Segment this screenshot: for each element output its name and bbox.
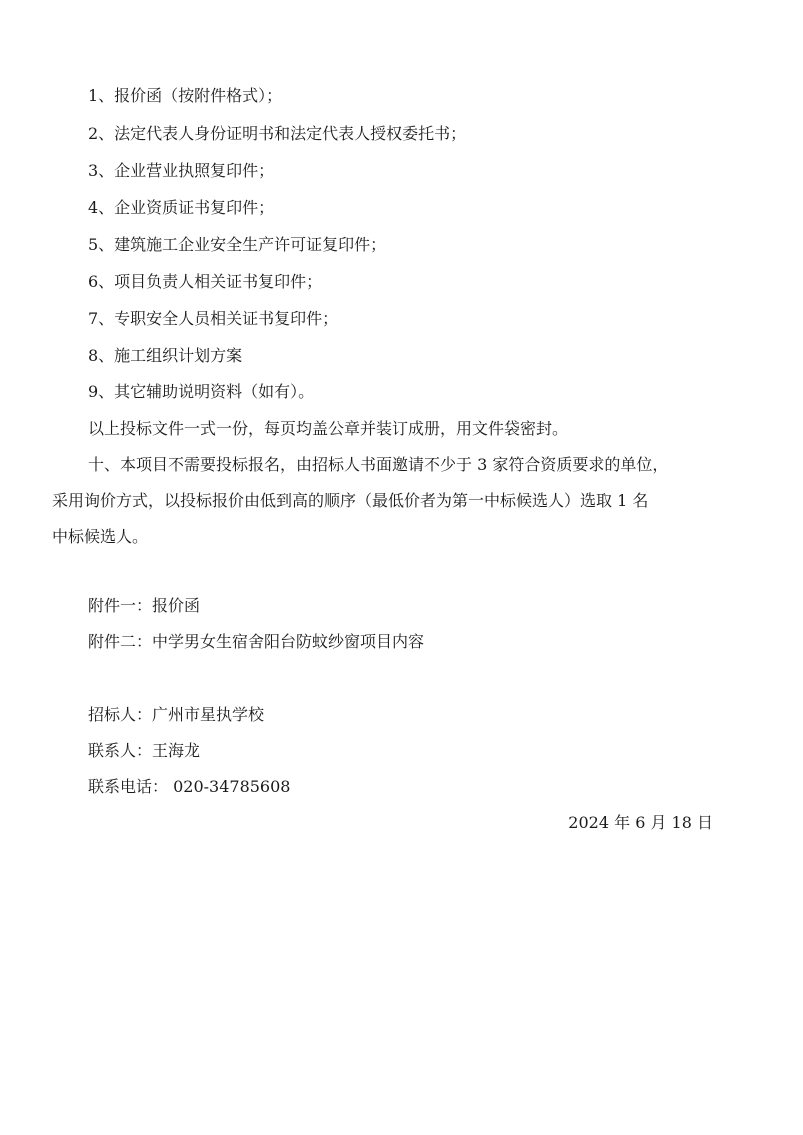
list-item-5: 5、建筑施工企业安全生产许可证复印件； xyxy=(88,235,387,254)
list-item-2: 2、法定代表人身份证明书和法定代表人授权委托书； xyxy=(88,124,467,143)
list-item-6: 6、项目负责人相关证书复印件； xyxy=(88,272,323,291)
contact-person-line: 联系人：王海龙 xyxy=(88,741,201,760)
list-item-1: 1、报价函（按附件格式）； xyxy=(88,86,283,105)
list-item-4: 4、企业资质证书复印件； xyxy=(88,198,275,217)
list-item-7: 7、专职安全人员相关证书复印件； xyxy=(88,309,339,328)
section-ten-line-2: 采用询价方式，以投标报价由低到高的顺序（最低价者为第一中标候选人）选取 1 名 xyxy=(52,491,649,510)
attachment-two: 附件二：中学男女生宿舍阳台防蚊纱窗项目内容 xyxy=(88,632,425,651)
list-item-3: 3、企业营业执照复印件； xyxy=(88,161,275,180)
binding-note: 以上投标文件一式一份，每页均盖公章并装订成册，用文件袋密封。 xyxy=(88,419,569,438)
attachment-one: 附件一：报价函 xyxy=(88,596,201,615)
tenderer-line: 招标人：广州市星执学校 xyxy=(88,705,265,724)
document-date: 2024 年 6 月 18 日 xyxy=(568,813,713,832)
section-ten-line-3: 中标候选人。 xyxy=(52,527,149,546)
phone-line: 联系电话： 020-34785608 xyxy=(88,777,291,796)
list-item-9: 9、其它辅助说明资料（如有）。 xyxy=(88,382,315,401)
list-item-8: 8、施工组织计划方案 xyxy=(88,346,243,365)
section-ten-line-1: 十、本项目不需要投标报名，由招标人书面邀请不少于 3 家符合资质要求的单位， xyxy=(88,455,669,474)
